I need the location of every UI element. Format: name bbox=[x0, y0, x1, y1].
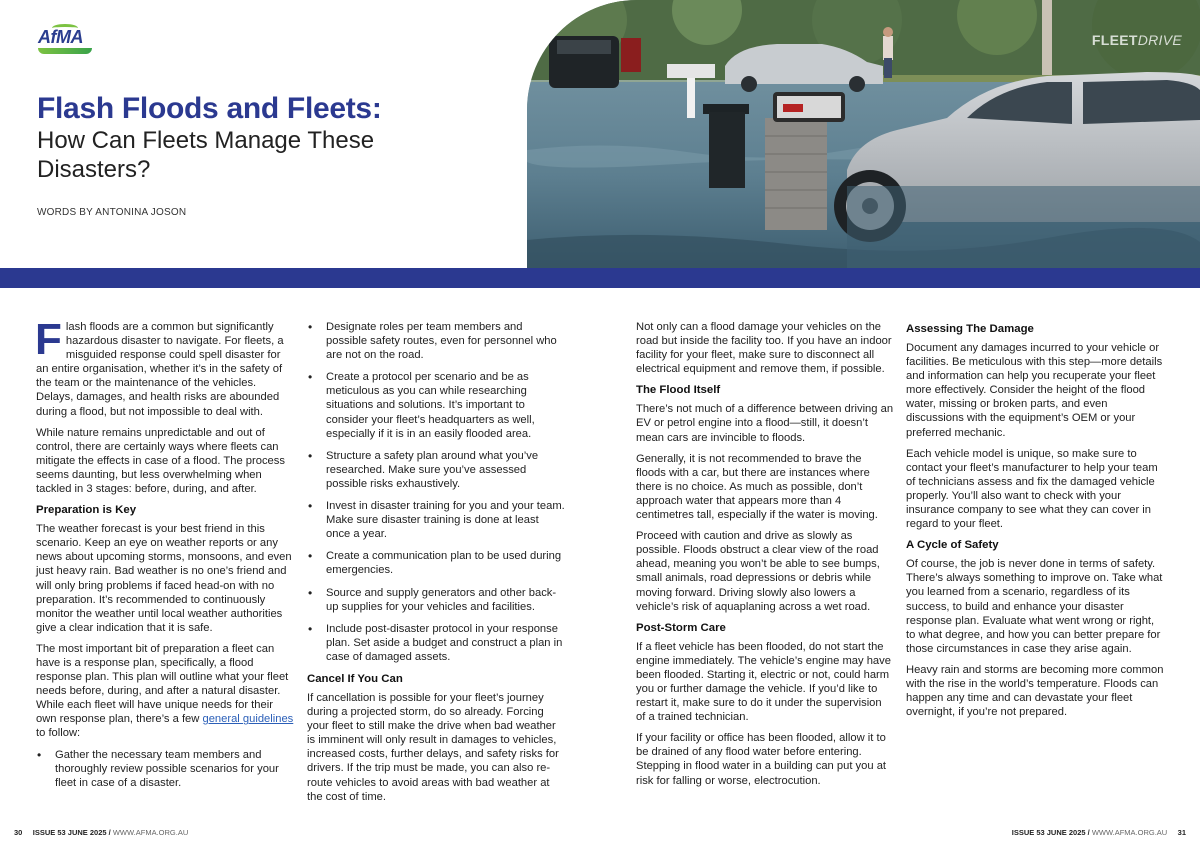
section-heading-assessing: Assessing The Damage bbox=[906, 323, 1034, 335]
paragraph-with-link bbox=[36, 642, 294, 741]
byline: WORDS BY ANTONINA JOSON bbox=[37, 207, 187, 218]
paragraph: There’s not much of a difference between driving an EV or petrol engine into a flood—still, it doesn’t mean cars are invincible to floods. bbox=[636, 403, 894, 444]
paragraph: Proceed with caution and drive as slowly as possible. Floods obstruct a clear view of the road ahead, meaning you won’t be able to see bumps, small animals, road depressions or debris while moving forward. Driving slowly also lowers a vehicle’s risk of aquaplaning across a wet road. bbox=[636, 530, 880, 613]
logo-swoosh bbox=[38, 48, 92, 54]
intro-text: lash floods are a common but significantly hazardous disaster to navigate. For fleets, a misguided response could spell disaster for an entire organisation, whether it’s in the safety of the team or the maintenance of the vehicles. Delays, damages, and health risks are abounded during a flood, but not impossible to deal with. bbox=[36, 321, 284, 418]
article-subtitle: How Can Fleets Manage These Disasters? bbox=[37, 127, 375, 183]
paragraph: If cancellation is possible for your fleet’s journey during a projected storm, do so already. Forcing your fleet to still make the drive when bad weather is imminent will only result in damages to vehicles, increased costs, further delays, and safety risks for drivers. If the trip must be made, you can also re-route vehicles to avoid areas with bad weather at the cost of time. bbox=[307, 691, 559, 803]
footer-date: JUNE 2025 / bbox=[67, 828, 111, 837]
section-heading-cancel: Cancel If You Can bbox=[307, 672, 403, 685]
paragraph: Generally, it is not recommended to brave the floods with a car, but there are instances where there is no choice. As much as possible, don’t approach water that appears more than 4 centimetres tall, especially if the water is moving. bbox=[636, 452, 878, 522]
section-heading-preparation: Preparation is Key bbox=[36, 504, 137, 517]
logo-text: AfMA bbox=[38, 27, 83, 47]
drop-cap: F bbox=[35, 315, 62, 364]
paragraph: While nature remains unpredictable and out of control, there are certainly ways where fleets can mitigate the effects in case of a flood. The process seems daunting, but less overwhelming when tackled in 3 stages: before, during, and after. bbox=[36, 426, 285, 496]
paragraph: If your facility or office has been flooded, allow it to be drained of any flood water before entering. Stepping in flood water in a building can put you at risk for falling or worse, electrocution. bbox=[636, 732, 887, 787]
list-item: • Create a protocol per scenario and be as meticulous as you can while researching situations and solutions. It’s important to consider your fleet’s headquarters as well, especially if it is in an easily flooded area. bbox=[307, 370, 565, 440]
section-heading-flood-itself: The Flood Itself bbox=[636, 384, 721, 397]
paragraph: Of course, the job is never done in terms of safety. There’s always something to improve on. Take what you learned from a scenario, regardless of its success, to build and enhance your disaster response plan. Evaluate what went wrong or right, to what degree, and how you can better prepare for those circumstances in case they arise again. bbox=[906, 558, 1163, 655]
paragraph: Each vehicle model is unique, so make sure to contact your fleet’s manufacturer to help your team of technicians assess and fix the damaged vehicle properly. You’ll also want to check with your insurance company to see what they can cover in regard to your fleet. bbox=[906, 447, 1158, 531]
article-column-1 bbox=[35, 315, 294, 798]
footer-left bbox=[14, 829, 188, 837]
list-item: • Structure a safety plan around what you’ve researched. Make sure you’ve assessed possible risks exhaustively. bbox=[307, 449, 565, 491]
page-number-right: 31 bbox=[1177, 828, 1186, 837]
footer-right bbox=[1012, 829, 1186, 837]
footer-date: JUNE 2025 / bbox=[1046, 828, 1090, 837]
section-label-fleet: FLEET bbox=[1091, 32, 1138, 48]
paragraph: If a fleet vehicle has been flooded, do not start the engine immediately. The vehicle’s engine may have been flooded. Starting it, electric or not, could harm you or further damage the vehicle. If you’d like to restart it, make sure to do it under the supervision of a trained technician. bbox=[636, 640, 891, 724]
page-number-left: 30 bbox=[14, 828, 23, 837]
paragraph-text-end: to follow: bbox=[36, 727, 81, 740]
guidelines-list-continued bbox=[307, 320, 565, 664]
paragraph-text: The most important bit of preparation a fleet can have is a response plan, specifically, a flood response plan. This plan will outline what your fleet needs before, during, and after a natural disaster. While each fleet will have unique needs for their own response plan, there’s a few bbox=[36, 642, 289, 726]
footer-issue: ISSUE 53 bbox=[1011, 828, 1045, 837]
section-heading-post-storm: Post-Storm Care bbox=[636, 621, 726, 634]
paragraph: Heavy rain and storms are becoming more common with the rise in the world’s temperature. Floods can happen any time and can devastate your fleet overnight, if you’re not prepared. bbox=[906, 663, 1164, 719]
article-column-2 bbox=[307, 320, 565, 811]
general-guidelines-link[interactable]: general guidelines bbox=[202, 713, 294, 726]
paragraph: The weather forecast is your best friend in this scenario. Keep an eye on weather reports or any news about upcoming storms, monsoons, and even just heavy rain. Bad weather is no one’s friend and will only bring problems if faced head-on with no preparation. It’s recommended to continuously monitor the weather until local weather authorities give a clear indication that it is safe. bbox=[36, 523, 292, 634]
article-column-3 bbox=[636, 320, 894, 795]
afma-logo bbox=[38, 28, 96, 58]
list-item: • Designate roles per team members and possible safety routes, even for personnel who are not on the road. bbox=[307, 320, 565, 362]
list-item: • Source and supply generators and other back-up supplies for your vehicles and facilities. bbox=[307, 586, 565, 614]
footer-issue: ISSUE 53 bbox=[32, 828, 66, 837]
section-heading-cycle: A Cycle of Safety bbox=[906, 539, 999, 552]
article-column-4 bbox=[906, 320, 1164, 726]
list-item: • Include post-disaster protocol in your response plan. Set aside a budget and construct a plan in case of damaged assets. bbox=[307, 622, 565, 664]
guidelines-list bbox=[36, 748, 294, 790]
hero-flood-photo bbox=[527, 0, 1200, 268]
list-item: • Gather the necessary team members and thoroughly review possible scenarios for your fleet in case of a disaster. bbox=[36, 748, 294, 790]
article-title: Flash Floods and Fleets: bbox=[37, 92, 382, 125]
paragraph: Document any damages incurred to your vehicle or facilities. Be meticulous with this step—more details and information can help you recuperate your fleet more effectively. Consider the height of the flood water, missing or broken parts, and even discussions with the equipment’s OEM or your preferred mechanic. bbox=[906, 342, 1163, 439]
intro-paragraph bbox=[35, 315, 294, 419]
footer-url: WWW.AFMA.ORG.AU bbox=[1091, 828, 1168, 837]
section-label-drive: DRIVE bbox=[1137, 32, 1182, 48]
footer-url: WWW.AFMA.ORG.AU bbox=[112, 828, 189, 837]
list-item: • Create a communication plan to be used during emergencies. bbox=[307, 549, 565, 577]
section-label bbox=[1092, 33, 1182, 47]
paragraph: Not only can a flood damage your vehicles on the road but inside the facility too. If you have an indoor facility for your fleet, make sure to disconnect all electrical equipment and remove them, if possible. bbox=[636, 321, 892, 376]
header-divider-band bbox=[0, 268, 1200, 288]
list-item: • Invest in disaster training for you and your team. Make sure disaster training is done at least once a year. bbox=[307, 499, 565, 541]
